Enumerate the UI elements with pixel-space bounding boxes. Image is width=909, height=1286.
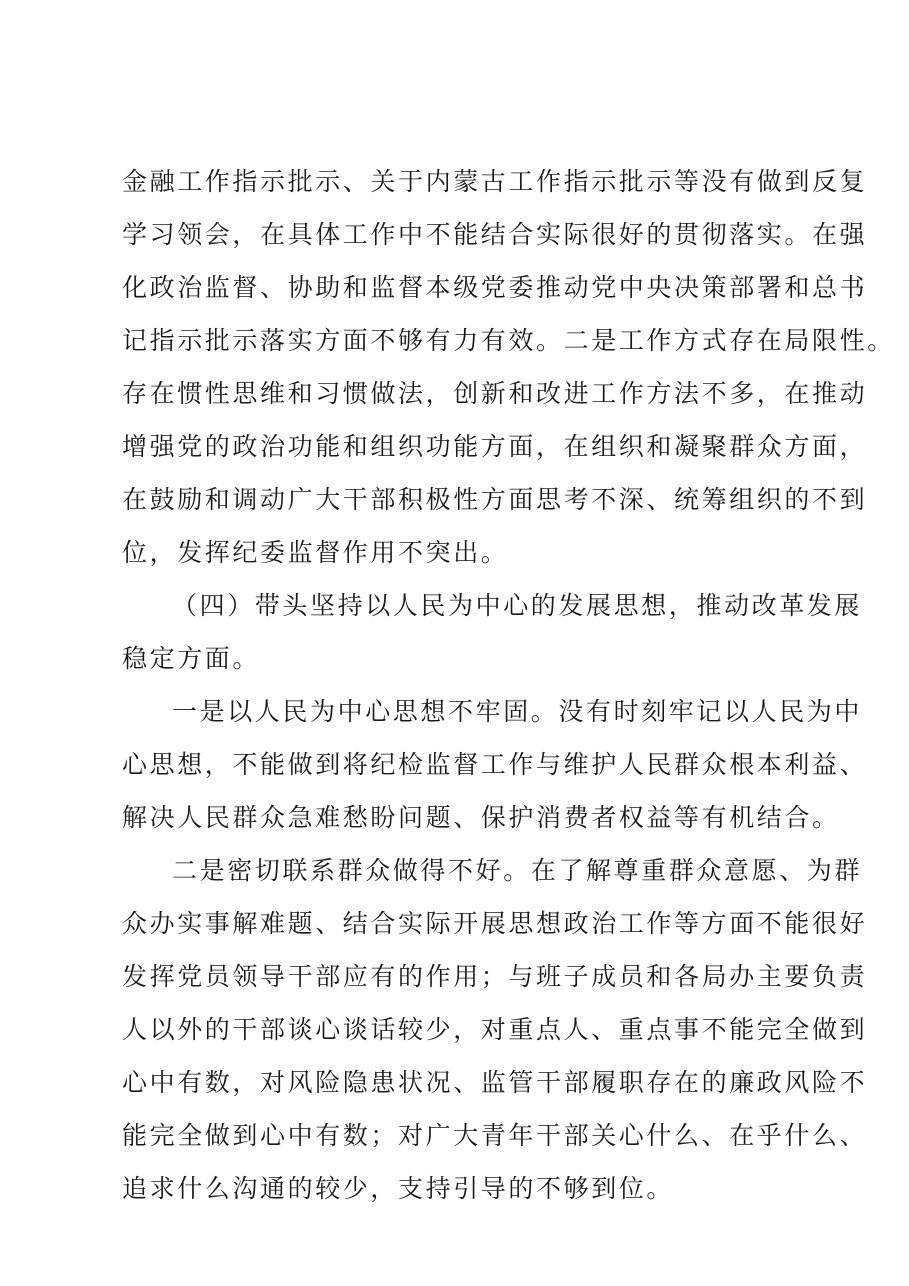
text-line-14: 二是密切联系群众做得不好。在了解尊重群众意愿、为群: [172, 856, 863, 885]
text-line-12: 心思想，不能做到将纪检监督工作与维护人民群众根本利益、: [122, 750, 868, 779]
text-line-19: 能完全做到心中有数；对广大青年干部关心什么、在乎什么、: [122, 1121, 868, 1150]
section-heading-line-1: （四）带头坚持以人民为中心的发展思想，推动改革发展: [172, 591, 863, 620]
text-line-6: 增强党的政治功能和组织功能方面，在组织和凝聚群众方面，: [122, 432, 868, 461]
text-line-13: 解决人民群众急难愁盼问题、保护消费者权益等有机结合。: [122, 803, 840, 832]
text-line-18: 心中有数，对风险隐患状况、监管干部履职存在的廉政风险不: [122, 1068, 868, 1097]
text-line-2: 学习领会，在具体工作中不能结合实际很好的贯彻落实。在强: [122, 220, 868, 249]
text-line-1: 金融工作指示批示、关于内蒙古工作指示批示等没有做到反复: [122, 167, 868, 196]
text-line-3: 化政治监督、协助和监督本级党委推动党中央决策部署和总书: [122, 273, 868, 302]
text-line-11: 一是以人民为中心思想不牢固。没有时刻牢记以人民为中: [172, 697, 863, 726]
text-line-5: 存在惯性思维和习惯做法，创新和改进工作方法不多，在推动: [122, 379, 868, 408]
text-line-16: 发挥党员领导干部应有的作用；与班子成员和各局办主要负责: [122, 962, 868, 991]
text-line-4: 记指示批示落实方面不够有力有效。二是工作方式存在局限性。: [122, 326, 895, 355]
text-line-8: 位，发挥纪委监督作用不突出。: [122, 538, 509, 567]
text-line-15: 众办实事解难题、结合实际开展思想政治工作等方面不能很好: [122, 909, 868, 938]
section-heading-line-2: 稳定方面。: [122, 644, 261, 673]
text-line-17: 人以外的干部谈心谈话较少，对重点人、重点事不能完全做到: [122, 1015, 868, 1044]
text-line-20: 追求什么沟通的较少，支持引导的不够到位。: [122, 1174, 675, 1203]
text-line-7: 在鼓励和调动广大干部积极性方面思考不深、统筹组织的不到: [122, 485, 868, 514]
